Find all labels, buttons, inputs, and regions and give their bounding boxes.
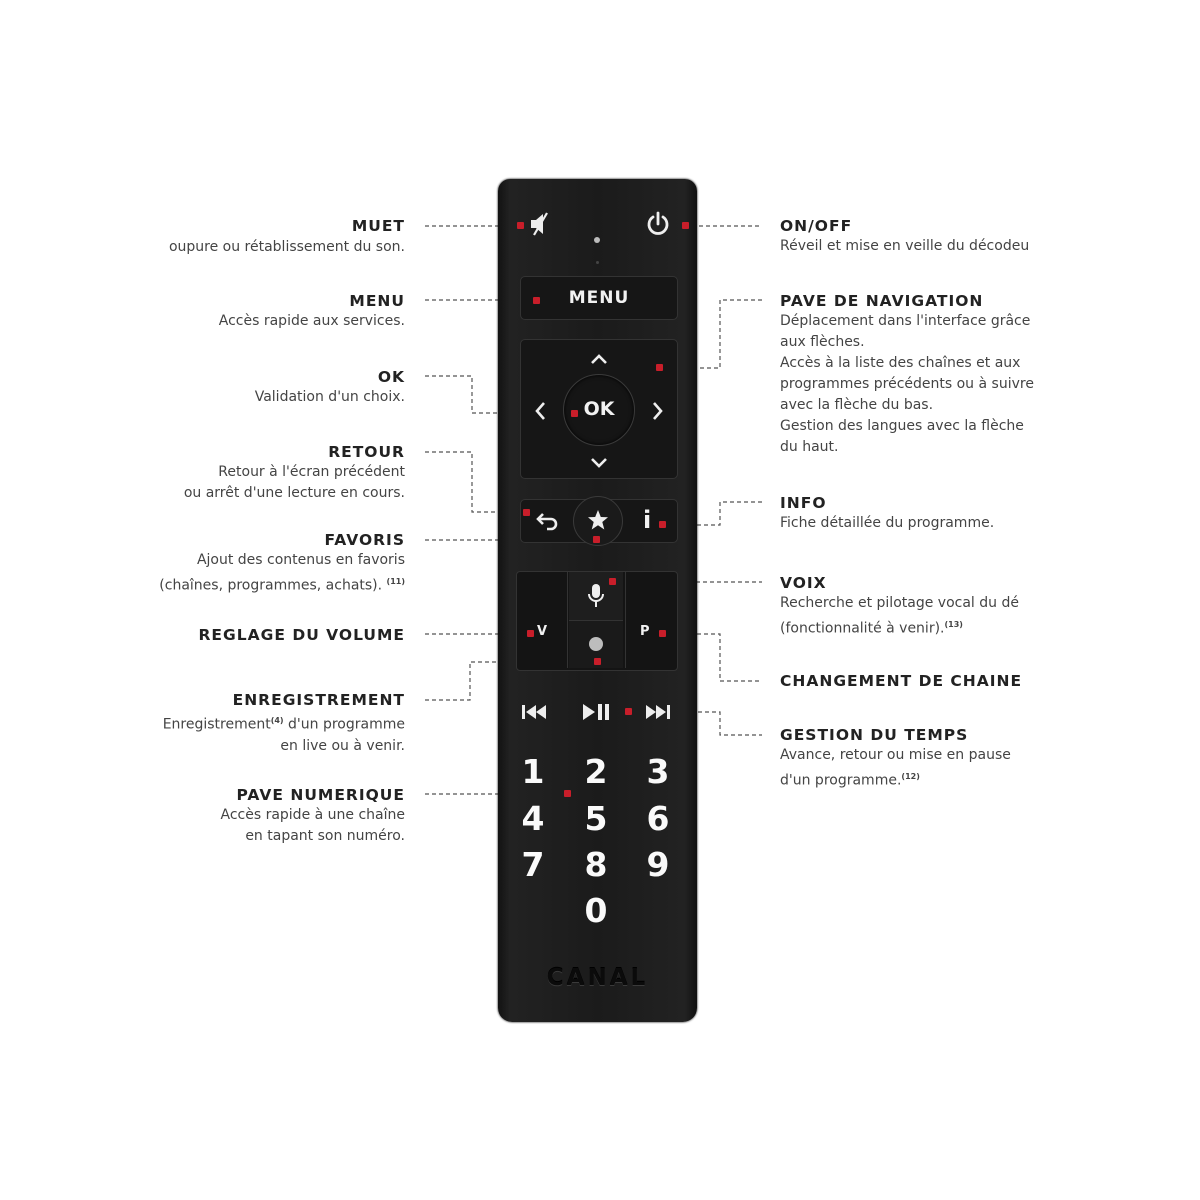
label-ok-desc: Validation d'un choix. (254, 389, 405, 405)
info-icon[interactable]: i (643, 506, 652, 534)
volume-voice-channel-block (516, 571, 678, 671)
arrow-up-icon[interactable] (589, 352, 609, 366)
marker-pave-numerique (564, 790, 571, 797)
label-retour-title: RETOUR (328, 443, 405, 461)
arrow-left-icon[interactable] (533, 400, 547, 422)
marker-onoff (682, 222, 689, 229)
label-retour-desc1: Retour à l'écran précédent (218, 464, 405, 480)
label-chaine (780, 671, 1036, 691)
label-voix (780, 573, 1036, 640)
arrow-right-icon[interactable] (651, 400, 665, 422)
menu-button-label: MENU (568, 288, 630, 308)
marker-enregistrement (594, 658, 601, 665)
label-info-desc: Fiche détaillée du programme. (780, 515, 995, 531)
key-7[interactable]: 7 (521, 845, 545, 884)
label-muet-desc: oupure ou rétablissement du son. (168, 239, 405, 255)
key-5[interactable]: 5 (584, 799, 608, 838)
marker-navigation (656, 364, 663, 371)
arrow-down-icon[interactable] (589, 456, 609, 470)
label-navigation-line: avec la flèche du bas. (780, 397, 934, 413)
microphone-icon (586, 582, 606, 610)
label-enregistrement-desc2: en live ou à venir. (280, 737, 405, 754)
ir-sensor (596, 261, 599, 264)
label-enregistrement (163, 690, 405, 757)
label-pave-numerique-desc1: Accès rapide à une chaîne (220, 807, 405, 823)
key-0[interactable]: 0 (584, 891, 608, 930)
menu-button[interactable] (520, 276, 678, 320)
label-navigation (780, 291, 1036, 458)
label-muet (352, 216, 405, 236)
label-voix-title: VOIX (780, 574, 827, 592)
key-1[interactable]: 1 (521, 752, 545, 791)
label-onoff (780, 216, 1036, 257)
play-pause-icon[interactable] (580, 701, 614, 723)
label-temps-desc2: d'un programme. (780, 772, 902, 789)
label-volume-title: REGLAGE DU VOLUME (198, 626, 405, 644)
label-navigation-title: PAVE DE NAVIGATION (780, 292, 984, 310)
label-pave-numerique-title: PAVE NUMERIQUE (236, 786, 405, 804)
label-muet-title: MUET (351, 217, 405, 235)
label-chaine-title: CHANGEMENT DE CHAINE (780, 672, 1023, 690)
remote-control (498, 179, 697, 1022)
label-favoris-title: FAVORIS (324, 531, 405, 549)
label-temps (780, 725, 1036, 792)
marker-volume (527, 630, 534, 637)
volume-rocker[interactable] (517, 572, 568, 668)
power-icon[interactable] (645, 210, 671, 238)
label-pave-numerique (220, 785, 405, 847)
key-4[interactable]: 4 (521, 799, 545, 838)
rewind-icon[interactable] (520, 701, 550, 723)
marker-favoris (593, 536, 600, 543)
label-favoris-desc2: (chaînes, programmes, achats). (159, 577, 383, 594)
label-favoris (159, 530, 405, 597)
marker-ok (571, 410, 578, 417)
label-navigation-line: du haut. (780, 439, 839, 455)
label-navigation-line: aux flèches. (780, 334, 865, 350)
label-volume (199, 625, 406, 645)
star-icon (586, 508, 610, 532)
label-voix-note: (13) (944, 620, 963, 629)
key-9[interactable]: 9 (646, 845, 670, 884)
label-voix-desc1: Recherche et pilotage vocal du dé (780, 595, 1019, 611)
label-navigation-line: Déplacement dans l'interface grâce (780, 313, 1031, 329)
marker-chaine (659, 630, 666, 637)
channel-key-label: P (640, 624, 650, 639)
key-6[interactable]: 6 (646, 799, 670, 838)
led-indicator (594, 237, 600, 243)
label-temps-note: (12) (901, 772, 920, 781)
label-temps-desc1: Avance, retour ou mise en pause (780, 747, 1011, 763)
marker-info (659, 521, 666, 528)
key-3[interactable]: 3 (646, 752, 670, 791)
label-temps-title: GESTION DU TEMPS (780, 726, 969, 744)
key-8[interactable]: 8 (584, 845, 608, 884)
label-menu-desc: Accès rapide aux services. (218, 313, 405, 329)
marker-temps (625, 708, 632, 715)
label-favoris-note: (11) (386, 577, 405, 586)
label-navigation-line: programmes précédents ou à suivre (780, 376, 1034, 392)
label-retour-desc2: ou arrêt d'une lecture en cours. (183, 485, 405, 501)
label-onoff-title: ON/OFF (780, 217, 853, 235)
label-enregistrement-desc1b: d'un programme (283, 716, 405, 733)
label-enregistrement-desc1a: Enregistrement (162, 716, 271, 733)
label-ok (255, 367, 405, 408)
label-enregistrement-title: ENREGISTREMENT (232, 691, 405, 709)
back-icon[interactable] (535, 510, 561, 532)
label-enregistrement-note: (4) (270, 716, 284, 725)
label-menu (219, 291, 405, 332)
marker-menu (533, 297, 540, 304)
mute-icon[interactable] (528, 211, 552, 237)
marker-voix (609, 578, 616, 585)
ok-button-label: OK (583, 398, 615, 420)
record-icon (589, 637, 603, 651)
label-muet-desc-wrap (163, 237, 405, 258)
volume-key-label: V (537, 624, 548, 639)
label-navigation-line: Accès à la liste des chaînes et aux (780, 355, 1021, 371)
label-info-title: INFO (780, 494, 827, 512)
label-pave-numerique-desc2: en tapant son numéro. (245, 828, 405, 844)
label-info (780, 493, 1036, 534)
navigation-pad[interactable] (520, 339, 678, 479)
channel-rocker[interactable] (625, 572, 678, 668)
label-navigation-line: Gestion des langues avec la flèche (780, 418, 1024, 434)
key-2[interactable]: 2 (584, 752, 608, 791)
marker-muet (517, 222, 524, 229)
label-favoris-desc1: Ajout des contenus en favoris (196, 552, 405, 568)
label-retour (184, 442, 405, 504)
marker-retour (523, 509, 530, 516)
label-ok-title: OK (377, 368, 405, 386)
label-voix-desc2: (fonctionnalité à venir). (780, 620, 945, 637)
brand-logo: CANAL (546, 965, 649, 991)
fast-forward-icon[interactable] (642, 701, 672, 723)
label-onoff-desc: Réveil et mise en veille du décodeu (780, 238, 1030, 254)
label-menu-title: MENU (349, 292, 405, 310)
